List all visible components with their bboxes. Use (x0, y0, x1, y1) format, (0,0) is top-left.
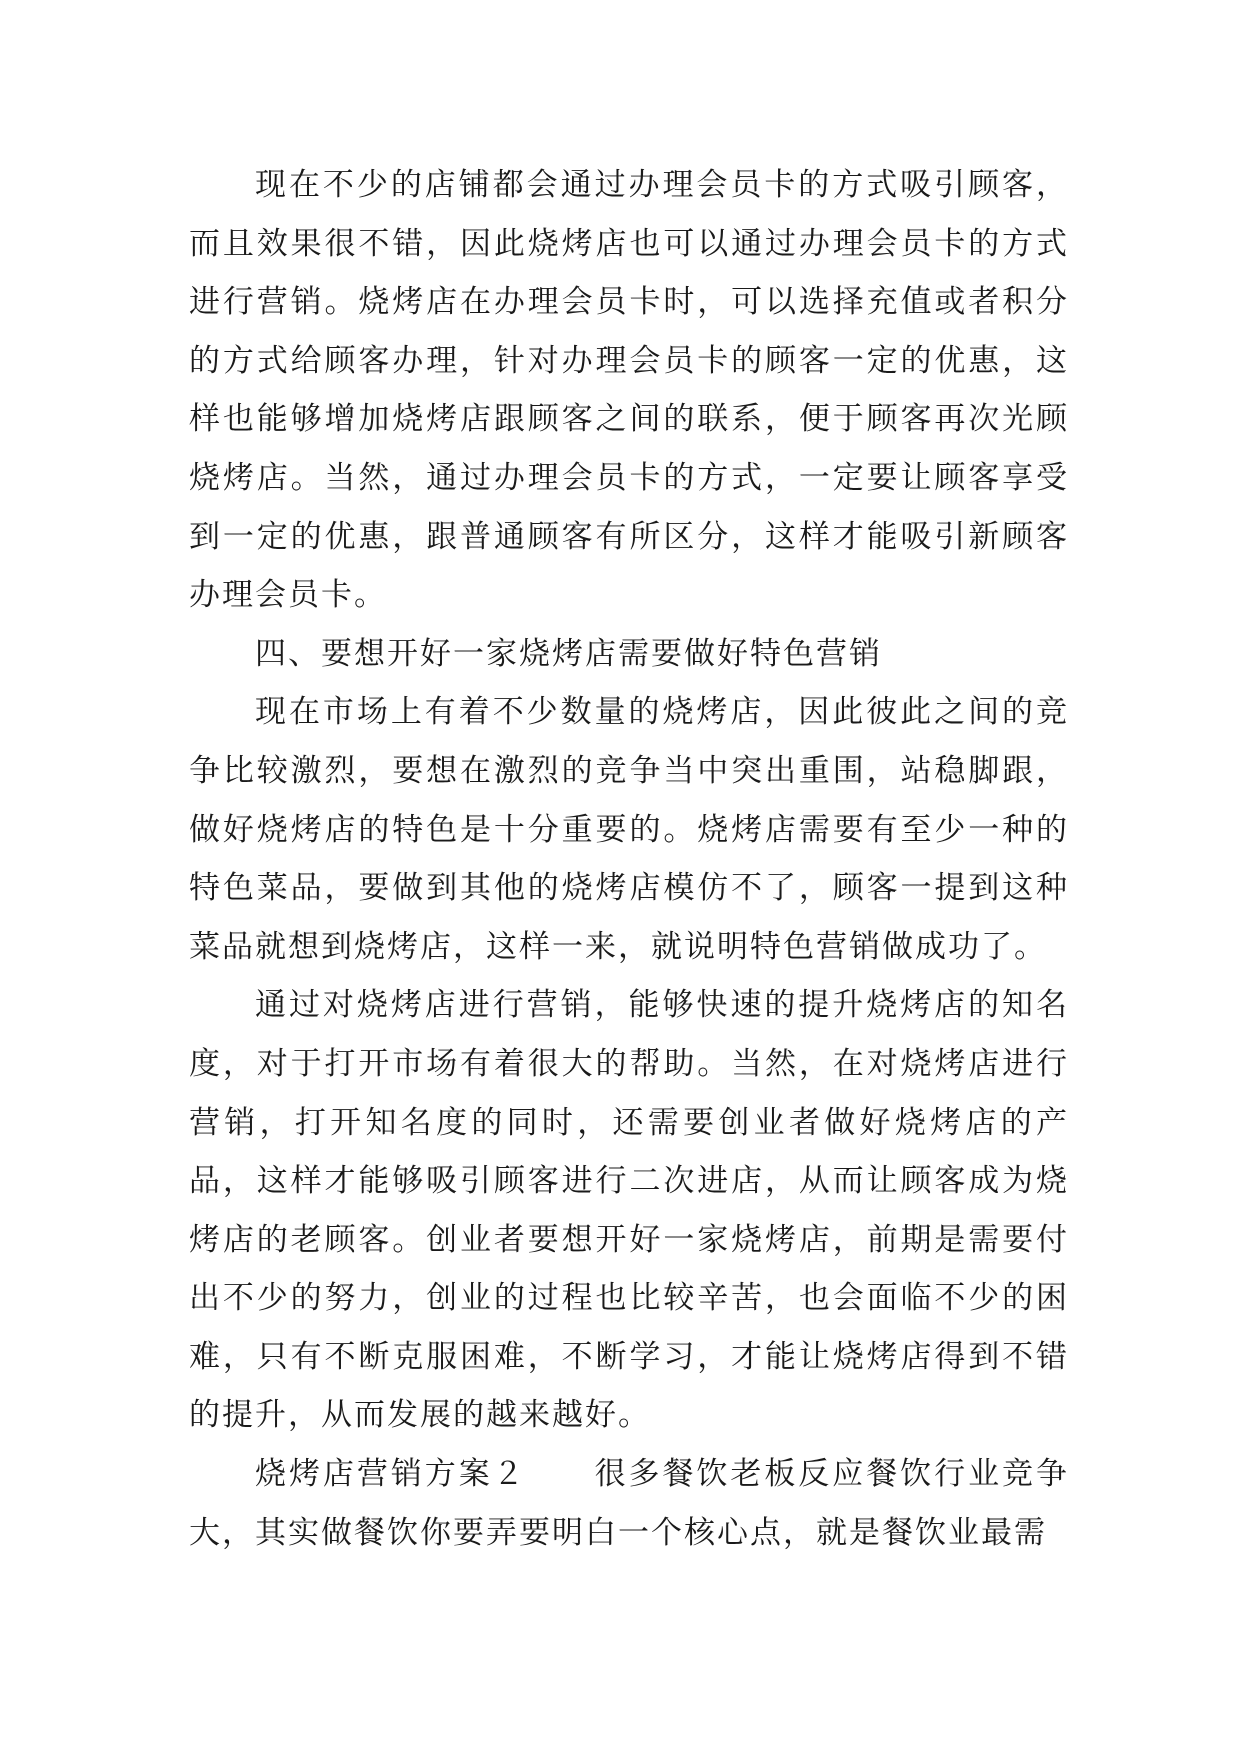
paragraph-conclusion: 通过对烧烤店进行营销，能够快速的提升烧烤店的知名度，对于打开市场有着很大的帮助。当然，在对烧烤店进行营销，打开知名度的同时，还需要创业者做好烧烤店的产品，这样才能够吸引顾客进行二次进店，从而让顾客成为烧烤店的老顾客。创业者要想开好一家烧烤店，前期是需要付出不少的努力，创业的过程也比较辛苦，也会面临不少的困难，只有不断克服困难，不断学习，才能让烧烤店得到不错的提升，从而发展的越来越好。 (189, 987, 1069, 1434)
paragraph-membership-card: 现在不少的店铺都会通过办理会员卡的方式吸引顾客，而且效果很不错，因此烧烤店也可以通过办理会员卡的方式进行营销。烧烤店在办理会员卡时，可以选择充值或者积分的方式给顾客办理，针对办理会员卡的顾客一定的优惠，这样也能够增加烧烤店跟顾客之间的联系，便于顾客再次光顾烧烤店。当然，通过办理会员卡的方式，一定要让顾客享受到一定的优惠，跟普通顾客有所区分，这样才能吸引新顾客办理会员卡。 (189, 167, 1069, 614)
paragraph-plan-2: 烧烤店营销方案２ 很多餐饮老板反应餐饮行业竞争大，其实做餐饮你要弄要明白一个核心点，就是餐饮业最需 (189, 1456, 1069, 1551)
section-heading-feature-marketing: 四、要想开好一家烧烤店需要做好特色营销 (255, 635, 882, 672)
document-body (189, 156, 1069, 1562)
paragraph-feature-marketing: 现在市场上有着不少数量的烧烤店，因此彼此之间的竞争比较激烈，要想在激烈的竞争当中突出重围，站稳脚跟，做好烧烤店的特色是十分重要的。烧烤店需要有至少一种的特色菜品，要做到其他的烧烤店模仿不了，顾客一提到这种菜品就想到烧烤店，这样一来，就说明特色营销做成功了。 (189, 694, 1069, 965)
